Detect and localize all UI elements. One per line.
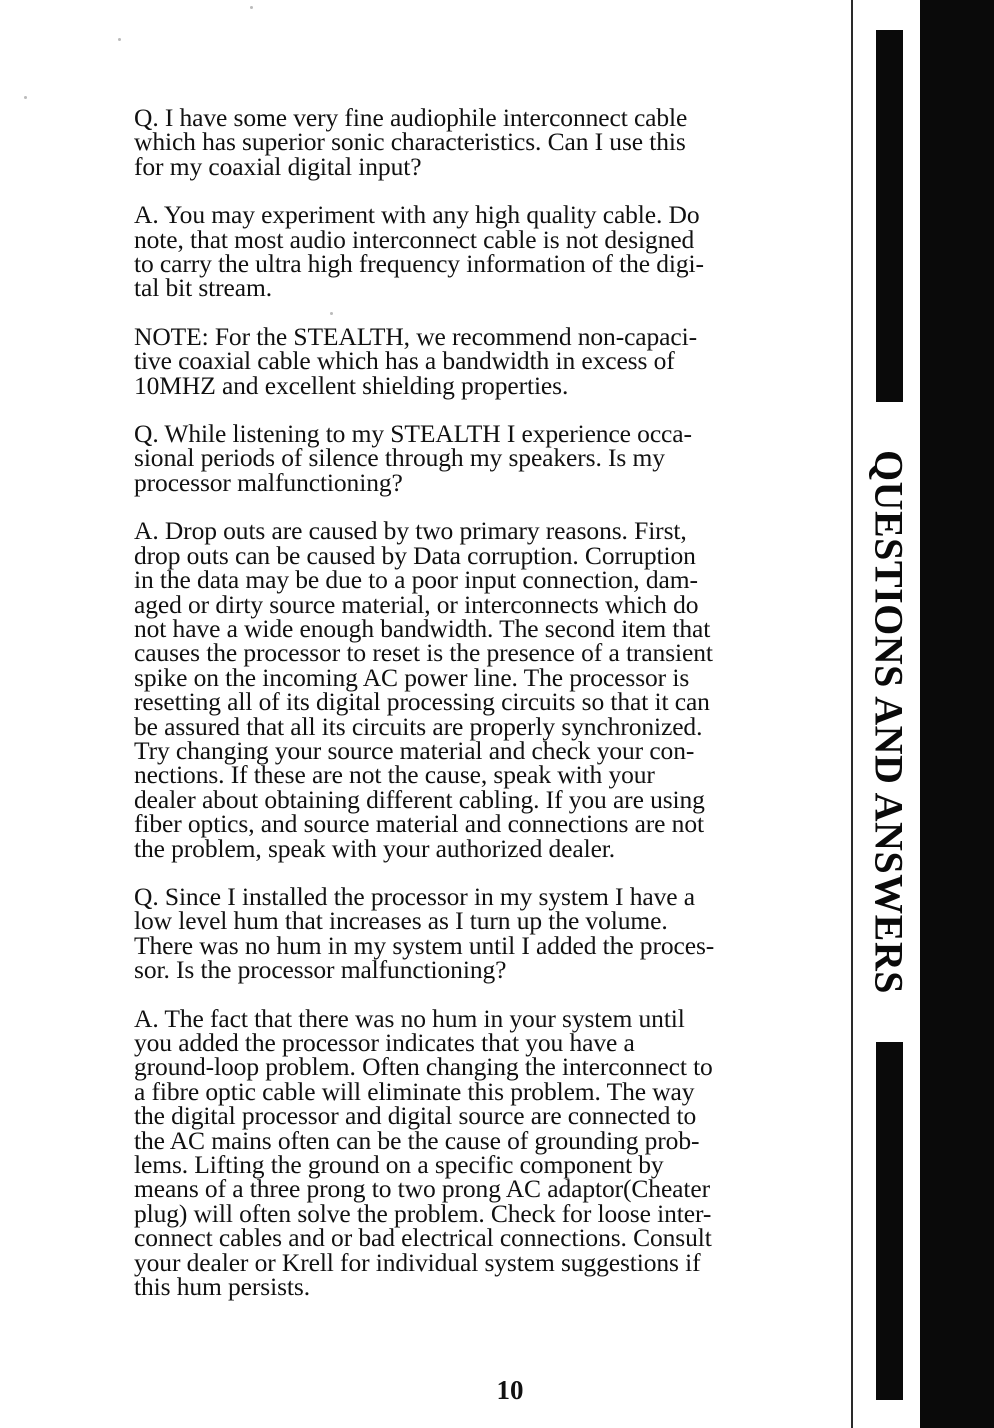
text-line: connect cables and or bad electrical connections. Consult <box>134 1223 712 1253</box>
scan-speck <box>250 6 253 9</box>
text-line: not have a wide enough bandwidth. The second item that <box>134 613 711 643</box>
qa-body <box>134 103 794 1323</box>
text-line: be assured that all its circuits are properly synchronized. <box>134 711 703 741</box>
text-line: sor. Is the processor malfunctioning? <box>134 955 507 985</box>
text-line: means of a three prong to two prong AC adaptor(Cheater <box>134 1174 710 1204</box>
text-line: fiber optics, and source material and connections are not <box>134 809 704 839</box>
scan-speck <box>24 96 27 99</box>
text-line: in the data may be due to a poor input connection, dam- <box>134 565 698 595</box>
text-line: spike on the incoming AC power line. The processor is <box>134 662 690 692</box>
scan-speck <box>118 38 121 41</box>
text-line: a fibre optic cable will eliminate this problem. The way <box>134 1076 695 1106</box>
text-line: the problem, speak with your authorized dealer. <box>134 833 616 863</box>
text-line: dealer about obtaining different cabling. If you are using <box>134 784 705 814</box>
text-line: Q. While listening to my STEALTH I experience occa- <box>134 419 692 449</box>
text-line: tive coaxial cable which has a bandwidth in excess of <box>134 346 675 376</box>
text-line: A. The fact that there was no hum in your system until <box>134 1003 685 1033</box>
text-line: you added the processor indicates that you have a <box>134 1028 635 1057</box>
text-line: for my coaxial digital input? <box>134 151 422 181</box>
answer-coaxial-cable <box>134 200 794 303</box>
page-edge-strip <box>920 0 994 1428</box>
text-line: causes the processor to reset is the presence of a transient <box>134 638 713 668</box>
text-line: note, that most audio interconnect cable is not designed <box>134 224 695 254</box>
scan-speck <box>330 312 333 315</box>
question-silence <box>134 419 794 497</box>
question-hum <box>134 881 794 985</box>
text-line: to carry the ultra high frequency information of the digi- <box>134 249 704 279</box>
text-line: tal bit stream. <box>134 273 273 303</box>
text-line: sional periods of silence through my speakers. Is my <box>134 443 665 473</box>
text-line: drop outs can be caused by Data corruption. Corruption <box>134 540 696 570</box>
tab-bar-top <box>876 30 903 402</box>
text-line: Q. Since I installed the processor in my system I have a <box>134 881 695 911</box>
text-line: NOTE: For the STEALTH, we recommend non-capaci- <box>134 321 697 351</box>
text-line: your dealer or Krell for individual system suggestions if <box>134 1247 701 1277</box>
tab-bar-bottom <box>876 1042 903 1400</box>
text-line: A. Drop outs are caused by two primary reasons. First, <box>134 516 687 546</box>
answer-drop-outs <box>134 516 794 863</box>
text-line: processor malfunctioning? <box>134 467 403 497</box>
text-line: which has superior sonic characteristics. Can I use this <box>134 127 686 157</box>
text-line: the digital processor and digital source are connected to <box>134 1101 697 1131</box>
margin-rule <box>851 0 853 1428</box>
section-tab-title: QUESTIONS AND ANSWERS <box>866 450 912 994</box>
text-line: this hum persists. <box>134 1272 311 1302</box>
text-line: There was no hum in my system until I added the proces- <box>134 930 715 960</box>
text-line: aged or dirty source material, or interconnects which do <box>134 589 699 619</box>
page-number: 10 <box>496 1375 524 1405</box>
text-line: A. You may experiment with any high quality cable. Do <box>134 200 700 230</box>
text-line: resetting all of its digital processing circuits so that it can <box>134 687 710 717</box>
text-line: lems. Lifting the ground on a specific component by <box>134 1150 664 1180</box>
text-line: ground-loop problem. Often changing the interconnect to <box>134 1052 713 1082</box>
note-stealth-cable <box>134 321 794 400</box>
text-line: plug) will often solve the problem. Check for loose inter- <box>134 1198 712 1228</box>
text-line: low level hum that increases as I turn up the volume. <box>134 906 668 936</box>
text-line: the AC mains often can be the cause of grounding prob- <box>134 1125 700 1155</box>
answer-ground-loop <box>134 1003 794 1302</box>
text-line: 10MHZ and excellent shielding properties. <box>134 370 569 400</box>
text-line: Try changing your source material and check your con- <box>134 735 695 765</box>
question-coaxial-cable <box>134 103 794 181</box>
text-line: nections. If these are not the cause, speak with your <box>134 760 655 790</box>
text-line: Q. I have some very fine audiophile interconnect cable <box>134 103 688 132</box>
